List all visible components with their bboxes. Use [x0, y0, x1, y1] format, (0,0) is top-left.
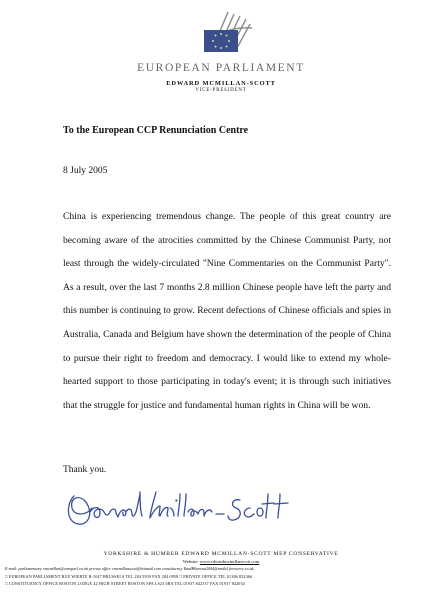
parliamentary-email-link[interactable]: emcmillan@europarl.eu.int [42, 566, 89, 571]
footer-constituency-line: YORKSHIRE & HUMBER EDWARD MCMILLAN-SCOTT MEP CONSERVATIVE [103, 551, 339, 557]
letter-date: 8 July 2005 [63, 166, 108, 176]
sender-role: VICE-PRESIDENT [195, 88, 247, 93]
website-link[interactable]: www.edwardmcmillanscott.com [199, 559, 260, 564]
institution-name: EUROPEAN PARLIAMENT [137, 62, 305, 74]
footer-brussels-office-line: □ EUROPEAN PARLIAMENT RUE WIERTZ B-1047 BRUSSELS TEL 284 5959 FAX 284 0958 □ PRIVATE OFFICE TEL 01386 852366 [5, 574, 253, 579]
constituency-email-link[interactable]: YandHbureau2004@mailsl.freeserve.co.uk [183, 566, 254, 571]
private-email-link[interactable]: emcmillanscott@hotmail.com [112, 566, 161, 571]
sender-name: EDWARD MCMILLAN-SCOTT [166, 80, 276, 87]
constituency-email-label: constituency [161, 566, 183, 571]
letter-recipient: To the European CCP Renunciation Centre [63, 125, 249, 136]
letter-closing: Thank you. [63, 465, 107, 475]
footer-constituency-office-line: □ CONSTITUENCY OFFICE BOSTON LODGE 42 HIGH STREET BOSTON SPA LS23 6BA TEL 01937 842137 FAX 01937 842034 [5, 581, 245, 586]
european-parliament-logo-icon [168, 6, 280, 70]
website-label: Website: [182, 559, 199, 564]
parliamentary-email-label: E-mail: parliamentary [5, 566, 42, 571]
private-email-label: private office [89, 566, 111, 571]
letter-body: China is experiencing tremendous change. The people of this great country are becoming aware of the atrocities committed by the Chinese Communist Party, not least through the widely-circulated "Nine Commentaries on the Communist Party". As a result, over the last 7 months 2.8 million Chinese people have left the party and this number is continuing to grow. Recent defections of Chinese officials and spies in Australia, Canada and Belgium have shown the determination of the people of China to pursue their right to freedom and democracy. I would like to extend my whole-hearted support to those participating in today's event; it is through such initiatives that the struggle for justice and fundamental human rights in China will be won. [63, 211, 391, 411]
footer-website-line [0, 559, 442, 564]
footer-email-line [5, 566, 437, 571]
handwritten-signature [60, 486, 300, 532]
